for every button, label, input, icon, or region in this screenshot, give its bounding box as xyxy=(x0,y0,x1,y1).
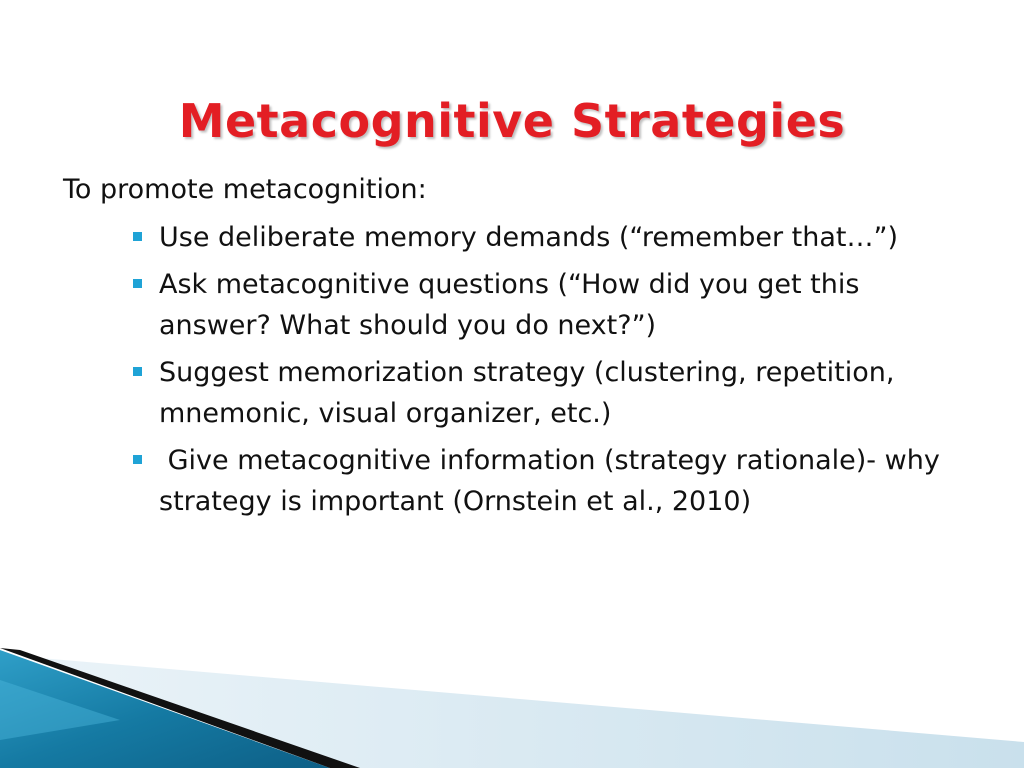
square-bullet-icon xyxy=(133,232,142,241)
square-bullet-icon xyxy=(133,455,142,464)
square-bullet-icon xyxy=(133,279,142,288)
bullet-text: Use deliberate memory demands (“remember that…”) xyxy=(159,222,899,253)
intro-text: To promote metacognition: xyxy=(63,174,427,205)
list-item xyxy=(133,264,963,346)
list-item xyxy=(133,352,963,434)
list-item xyxy=(133,217,963,258)
bullet-list xyxy=(133,217,963,528)
square-bullet-icon xyxy=(133,367,142,376)
bullet-text: Give metacognitive information (strategy rationale)- why strategy is important (Ornstein et al., 2010) xyxy=(159,445,949,517)
slide-decoration xyxy=(0,620,1024,768)
bullet-text: Ask metacognitive questions (“How did you get this answer? What should you do next?”) xyxy=(159,269,868,341)
bullet-text: Suggest memorization strategy (clustering, repetition, mnemonic, visual organizer, etc.) xyxy=(159,357,904,429)
slide-title: Metacognitive Strategies xyxy=(178,93,846,148)
list-item xyxy=(133,440,963,522)
